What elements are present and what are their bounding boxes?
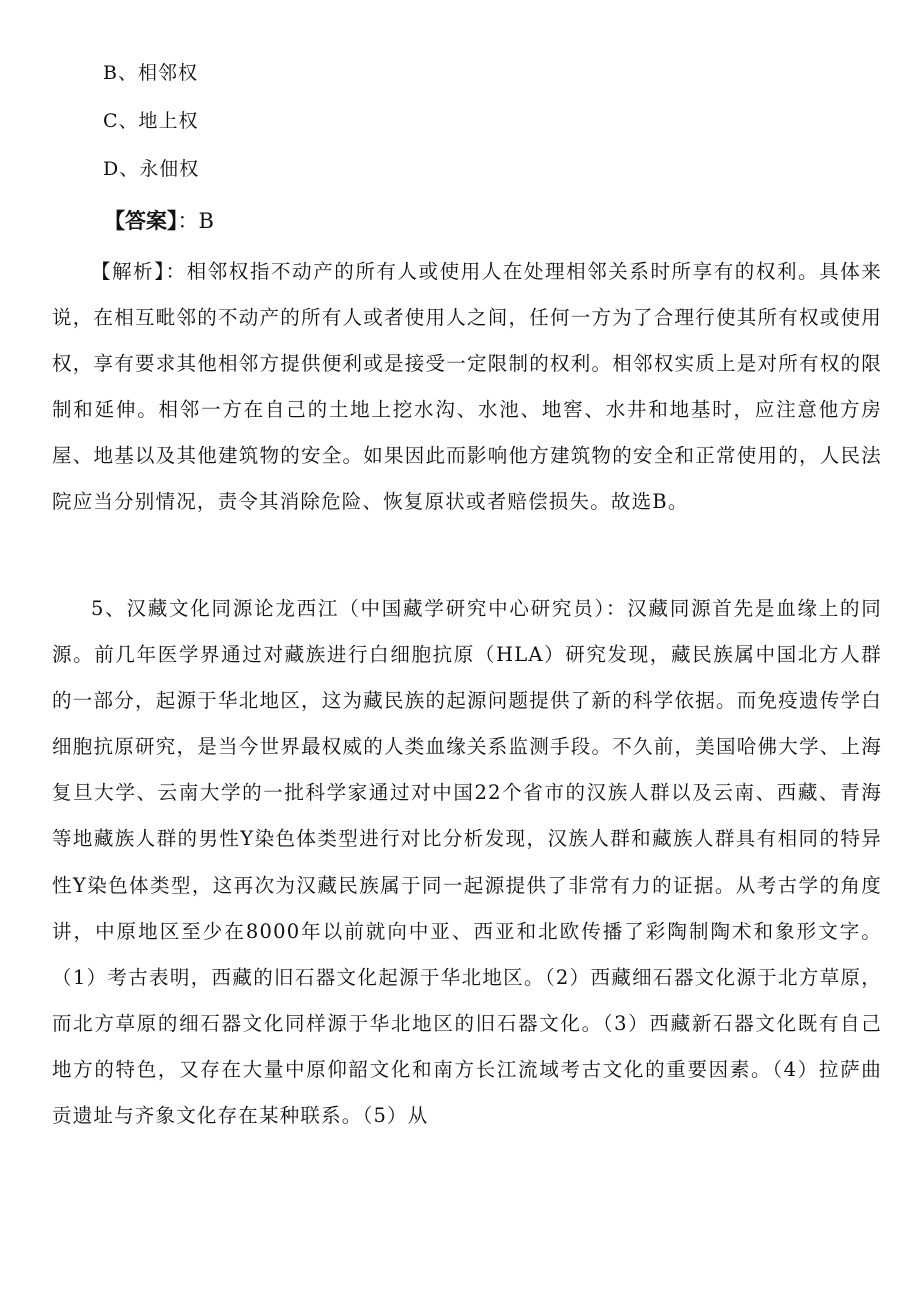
option-d: D、永佃权 xyxy=(103,158,200,180)
question-5-paragraph: 5、汉藏文化同源论龙西江（中国藏学研究中心研究员）：汉藏同源首先是血缘上的同源。前几年医学界通过对藏族进行白细胞抗原（HLA）研究发现，藏民族属中国北方人群的一部分，起源于华北地区，这为藏民族的起源问题提供了新的科学依据。而免疫遗传学白细胞抗原研究，是当今世界最权威的人类血缘关系监测手段。不久前，美国哈佛大学、上海复旦大学、云南大学的一批科学家通过对中国22个省市的汉族人群以及云南、西藏、青海等地藏族人群的男性Y染色体类型进行对比分析发现，汉族人群和藏族人群具有相同的特异性Y染色体类型，这再次为汉藏民族属于同一起源提供了非常有力的证据。从考古学的角度讲，中原地区至少在8000年以前就向中亚、西亚和北欧传播了彩陶制陶术和象形文字。（1）考古表明，西藏的旧石器文化起源于华北地区。（2）西藏细石器文化源于北方草原，而北方草原的细石器文化同样源于华北地区的旧石器文化。（3）西藏新石器文化既有自己地方的特色，又存在大量中原仰韶文化和南方长江流域考古文化的重要因素。（4）拉萨曲贡遗址与齐象文化存在某种联系。（5）从 xyxy=(52,597,882,1128)
answer-label: 【答案】 xyxy=(104,209,178,233)
explanation-label: 【解析】 xyxy=(91,260,166,283)
explanation-text: ：相邻权指不动产的所有人或使用人在处理相邻关系时所享有的权利。具体来说，在相互毗邻的不动产的所有人或者使用人之间，任何一方为了合理行使其所有权或使用权，享有要求其他相邻方提供便利或是接受一定限制的权利。相邻权实质上是对所有权的限制和延伸。相邻一方在自己的土地上挖水沟、水池、地窖、水井和地基时，应注意他方房屋、地基以及其他建筑物的安全。如果因此而影响他方建筑物的安全和正常使用的，人民法院应当分别情况，责令其消除危险、恢复原状或者赔偿损失。故选B。 xyxy=(52,260,882,514)
answer-line xyxy=(104,206,214,236)
explanation-paragraph xyxy=(52,249,882,526)
option-b: B、相邻权 xyxy=(103,62,198,84)
option-c: C、地上权 xyxy=(103,110,199,132)
answer-value: ：B xyxy=(177,209,214,233)
